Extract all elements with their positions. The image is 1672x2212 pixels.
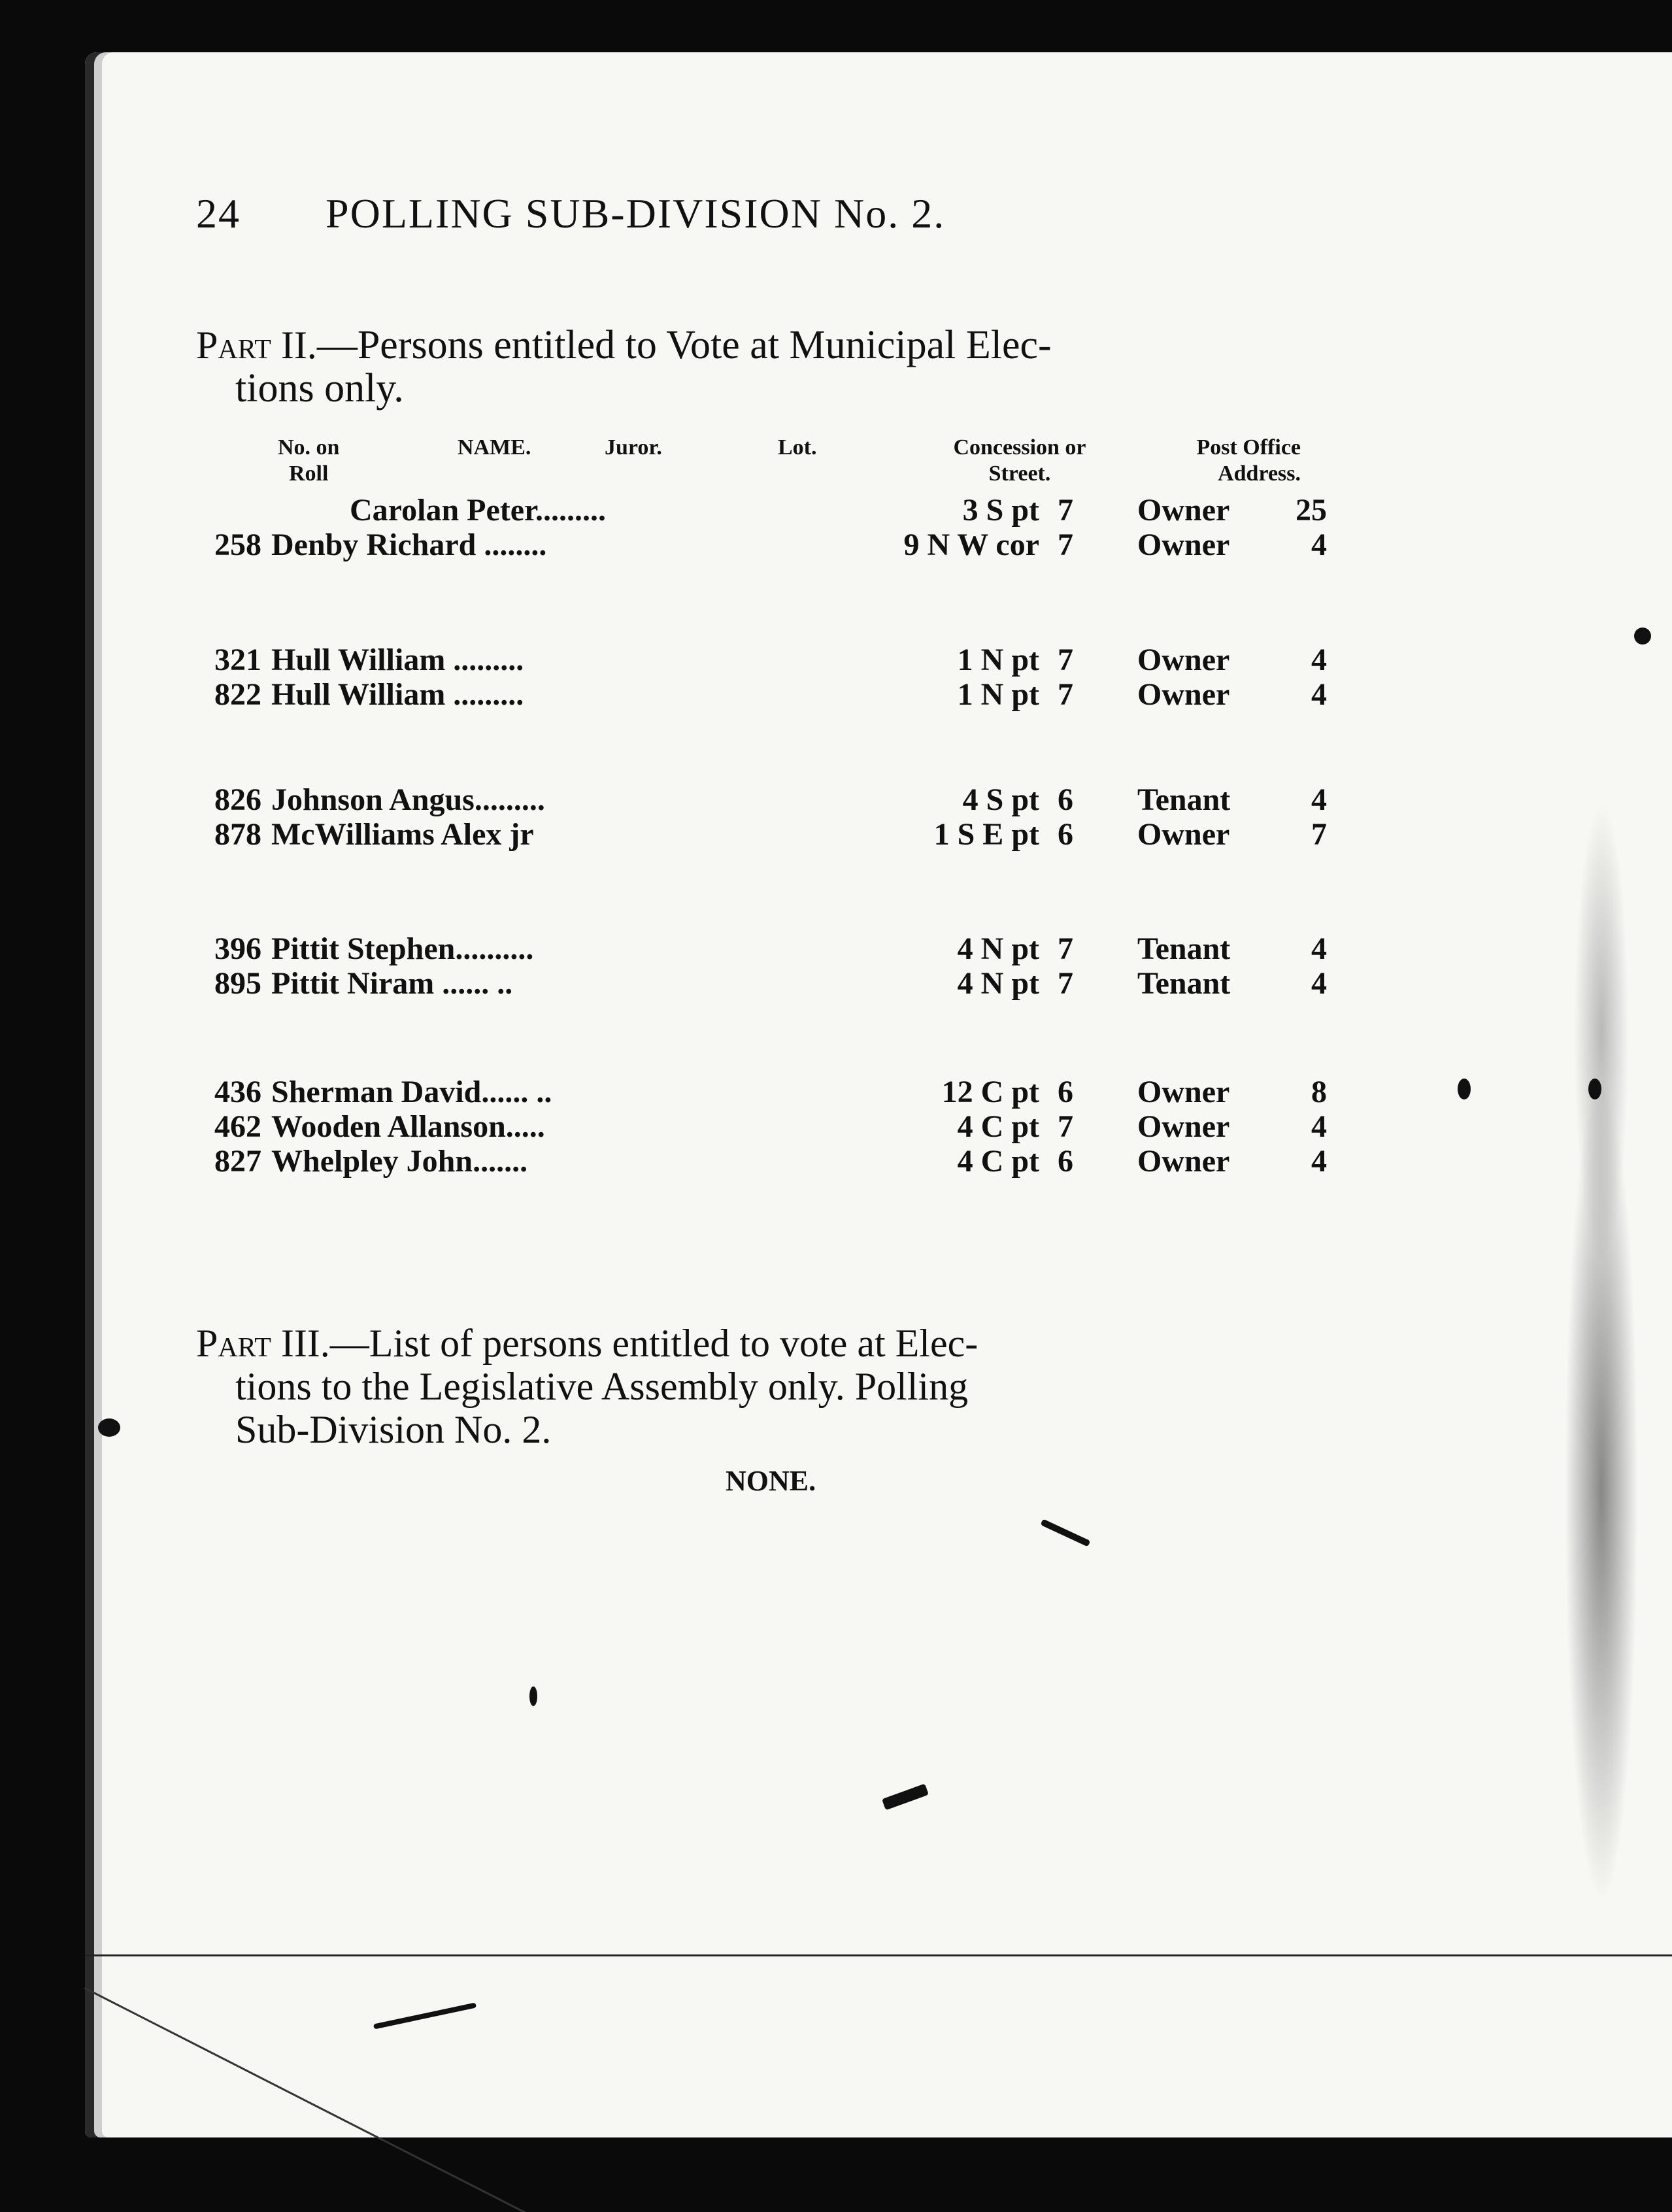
post-office: 4 (1311, 528, 1327, 562)
voter-name: Pittit Niram ...... .. (271, 966, 513, 1001)
col-post-line1: Post Office (1196, 435, 1301, 460)
col-post-office (1167, 435, 1301, 487)
roll-number: 396 (214, 931, 261, 966)
col-juror: Juror. (605, 435, 662, 460)
roll-number: 462 (214, 1109, 261, 1144)
page-header (196, 190, 1307, 238)
ink-speck (1634, 628, 1651, 645)
part-2-text-line2: tions only. (235, 366, 404, 411)
col-no-line2: Roll (289, 461, 329, 486)
lot: 4 N pt (957, 931, 1039, 966)
status: Tenant (1137, 782, 1231, 817)
page-title: POLLING SUB-DIVISION No. 2. (326, 190, 946, 237)
bottom-rule (85, 1954, 1672, 1956)
col-post-line2: Address. (1218, 461, 1301, 486)
post-office: 4 (1311, 643, 1327, 677)
lot: 4 S pt (962, 782, 1039, 817)
part-3-text-line2: tions to the Legislative Assembly only. Polling (235, 1365, 969, 1408)
col-no-line1: No. on (278, 435, 340, 460)
voter-name: Pittit Stephen.......... (271, 931, 534, 966)
roll-number: 436 (214, 1075, 261, 1109)
roll-number: 258 (214, 528, 261, 562)
voter-name: Denby Richard ........ (271, 528, 547, 562)
post-office: 4 (1311, 1144, 1327, 1179)
post-office: 4 (1311, 966, 1327, 1001)
roll-number: 895 (214, 966, 261, 1001)
col-concession-line1: Concession or (953, 435, 1086, 460)
part-2-heading (196, 324, 1307, 410)
part-3-heading (196, 1322, 1307, 1451)
roll-number: 826 (214, 782, 261, 817)
status: Owner (1137, 1075, 1230, 1109)
post-office: 8 (1311, 1075, 1327, 1109)
voter-name: Whelpley John....... (271, 1144, 528, 1179)
voter-name: Sherman David...... .. (271, 1075, 552, 1109)
status: Owner (1137, 817, 1230, 852)
concession: 7 (1058, 966, 1073, 1001)
status: Owner (1137, 643, 1230, 677)
diagonal-scratch (84, 1987, 609, 2212)
lot: 1 N pt (957, 677, 1039, 712)
post-office: 4 (1311, 782, 1327, 817)
lot: 3 S pt (962, 493, 1039, 528)
col-name: NAME. (458, 435, 531, 460)
concession: 7 (1058, 1109, 1073, 1144)
lot: 4 C pt (957, 1144, 1039, 1179)
voter-name: Hull William ......... (271, 677, 524, 712)
voter-name: Wooden Allanson..... (271, 1109, 545, 1144)
lot: 4 N pt (957, 966, 1039, 1001)
col-concession-line2: Street. (988, 461, 1051, 486)
col-concession (931, 435, 1108, 487)
concession: 6 (1058, 1144, 1073, 1179)
part-3-text-line3: Sub-Division No. 2. (235, 1408, 552, 1451)
post-office: 7 (1311, 817, 1327, 852)
concession: 6 (1058, 1075, 1073, 1109)
lot: 4 C pt (957, 1109, 1039, 1144)
post-office: 25 (1296, 493, 1327, 528)
none-text: NONE. (726, 1465, 816, 1497)
status: Owner (1137, 493, 1230, 528)
part-2-label: Part II. (196, 324, 317, 367)
lot: 1 S E pt (933, 817, 1039, 852)
lot: 1 N pt (957, 643, 1039, 677)
status: Tenant (1137, 931, 1231, 966)
roll-number: 827 (214, 1144, 261, 1179)
roll-number: 822 (214, 677, 261, 712)
voter-name: Johnson Angus......... (271, 782, 545, 817)
voter-name: Hull William ......... (271, 643, 524, 677)
col-lot: Lot. (778, 435, 817, 460)
part-3-label: Part III. (196, 1322, 330, 1365)
concession: 7 (1058, 677, 1073, 712)
page-number: 24 (196, 190, 241, 237)
post-office: 4 (1311, 931, 1327, 966)
roll-number: 878 (214, 817, 261, 852)
concession: 6 (1058, 782, 1073, 817)
concession: 6 (1058, 817, 1073, 852)
col-no-on-roll (278, 435, 339, 487)
roll-number: 321 (214, 643, 261, 677)
ink-speck (1588, 1079, 1601, 1099)
status: Owner (1137, 1109, 1230, 1144)
lot: 12 C pt (941, 1075, 1039, 1109)
voter-name: Carolan Peter......... (350, 493, 606, 528)
post-office: 4 (1311, 1109, 1327, 1144)
part-2-text-line1: —Persons entitled to Vote at Municipal Elec- (316, 323, 1052, 367)
lot: 9 N W cor (903, 528, 1039, 562)
ink-speck (529, 1686, 537, 1706)
ink-speck (98, 1418, 120, 1437)
concession: 7 (1058, 931, 1073, 966)
status: Owner (1137, 1144, 1230, 1179)
concession: 7 (1058, 643, 1073, 677)
concession: 7 (1058, 528, 1073, 562)
status: Owner (1137, 528, 1230, 562)
voter-name: McWilliams Alex jr (271, 817, 534, 852)
status: Owner (1137, 677, 1230, 712)
part-3-text-line1: —List of persons entitled to vote at Elec- (329, 1322, 978, 1365)
concession: 7 (1058, 493, 1073, 528)
post-office: 4 (1311, 677, 1327, 712)
ink-speck (1458, 1079, 1471, 1099)
status: Tenant (1137, 966, 1231, 1001)
